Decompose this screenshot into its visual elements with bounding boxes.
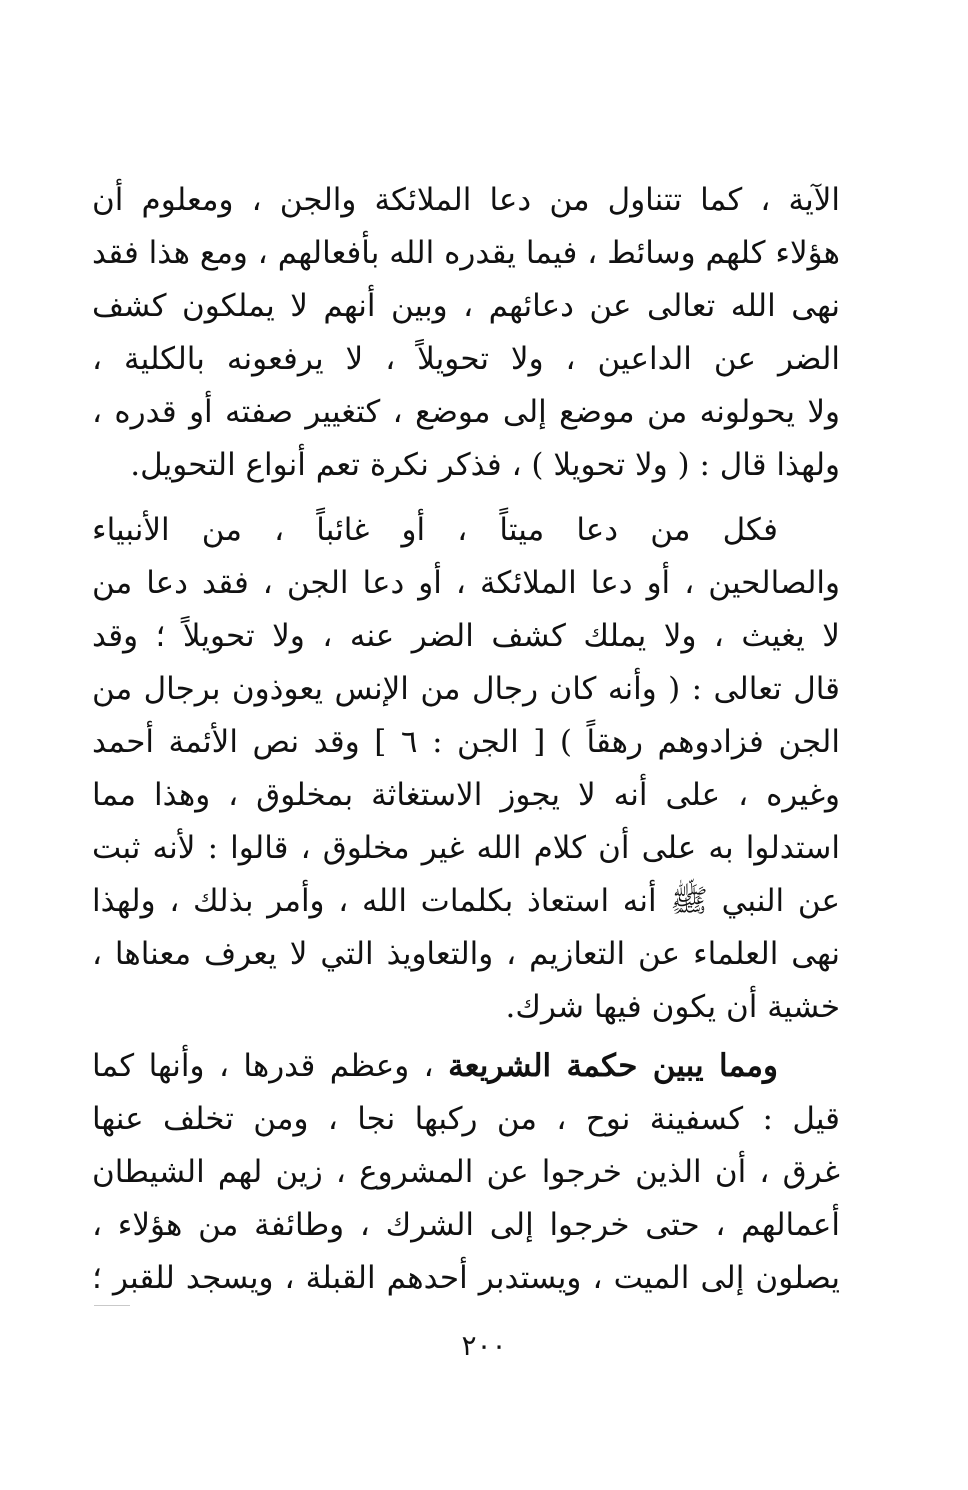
- text-line: قال تعالى : ( وأنه كان رجال من الإنس يعوذون برجال من: [92, 671, 840, 707]
- text-line: غرق ، أن الذين خرجوا عن المشروع ، زين لهم الشيطان: [92, 1154, 840, 1190]
- text-line: قيل : كسفينة نوح ، من ركبها نجا ، ومن تخلف عنها: [92, 1101, 840, 1137]
- text-line: وغيره ، على أنه لا يجوز الاستغاثة بمخلوق ، وهذا مما: [92, 777, 840, 813]
- text-line: الجن فزادوهم رهقاً ) [ الجن : ٦ ] وقد نص الأئمة أحمد: [92, 724, 840, 760]
- text-line: خشية أن يكون فيها شرك.: [505, 989, 840, 1025]
- text-line: الضر عن الداعين ، ولا تحويلاً ، لا يرفعونه بالكلية ،: [92, 341, 840, 377]
- text-line: نهى الله تعالى عن دعائهم ، وبين أنهم لا يملكون كشف: [92, 288, 840, 324]
- page-number: ٢٠٠: [461, 1329, 507, 1362]
- text-line: فكل من دعا ميتاً ، أو غائباً ، من الأنبياء: [92, 512, 778, 548]
- text-line: ولا يحولونه من موضع إلى موضع ، كتغيير صفته أو قدره ،: [92, 394, 840, 430]
- text-line-rest: ، وعظم قدرها ، وأنها كما: [92, 1048, 449, 1084]
- text-line: نهى العلماء عن التعازيم ، والتعاويذ التي لا يعرف معناها ،: [92, 936, 840, 972]
- text-line: عن النبي ﷺ أنه استعاذ بكلمات الله ، وأمر بذلك ، ولهذا: [92, 883, 840, 919]
- text-line: أعمالهم ، حتى خرجوا إلى الشرك ، وطائفة من هؤلاء ،: [92, 1207, 840, 1243]
- text-line: يصلون إلى الميت ، ويستدبر أحدهم القبلة ، ويسجد للقبر ؛: [92, 1260, 840, 1296]
- text-line: الآية ، كما تتناول من دعا الملائكة والجن ، ومعلوم أن: [92, 182, 840, 218]
- text-line: [92, 1040, 840, 1093]
- scan-artifact: [94, 1305, 130, 1306]
- paragraph-2: [92, 504, 840, 1034]
- text-line: ولهذا قال : ( ولا تحويلا ) ، فذكر نكرة تعم أنواع التحويل.: [130, 447, 840, 483]
- paragraph-1: [92, 174, 840, 492]
- bold-heading-phrase: ومما يبين حكمة الشريعة: [448, 1048, 778, 1084]
- text-line: هؤلاء كلهم وسائط ، فيما يقدره الله بأفعالهم ، ومع هذا فقد: [92, 235, 840, 271]
- text-line: استدلوا به على أن كلام الله غير مخلوق ، قالوا : لأنه ثبت: [92, 830, 840, 866]
- text-line: والصالحين ، أو دعا الملائكة ، أو دعا الجن ، فقد دعا من: [92, 565, 840, 601]
- paragraph-3: [92, 1040, 840, 1305]
- text-line: لا يغيث ، ولا يملك كشف الضر عنه ، ولا تحويلاً ؛ وقد: [92, 618, 840, 654]
